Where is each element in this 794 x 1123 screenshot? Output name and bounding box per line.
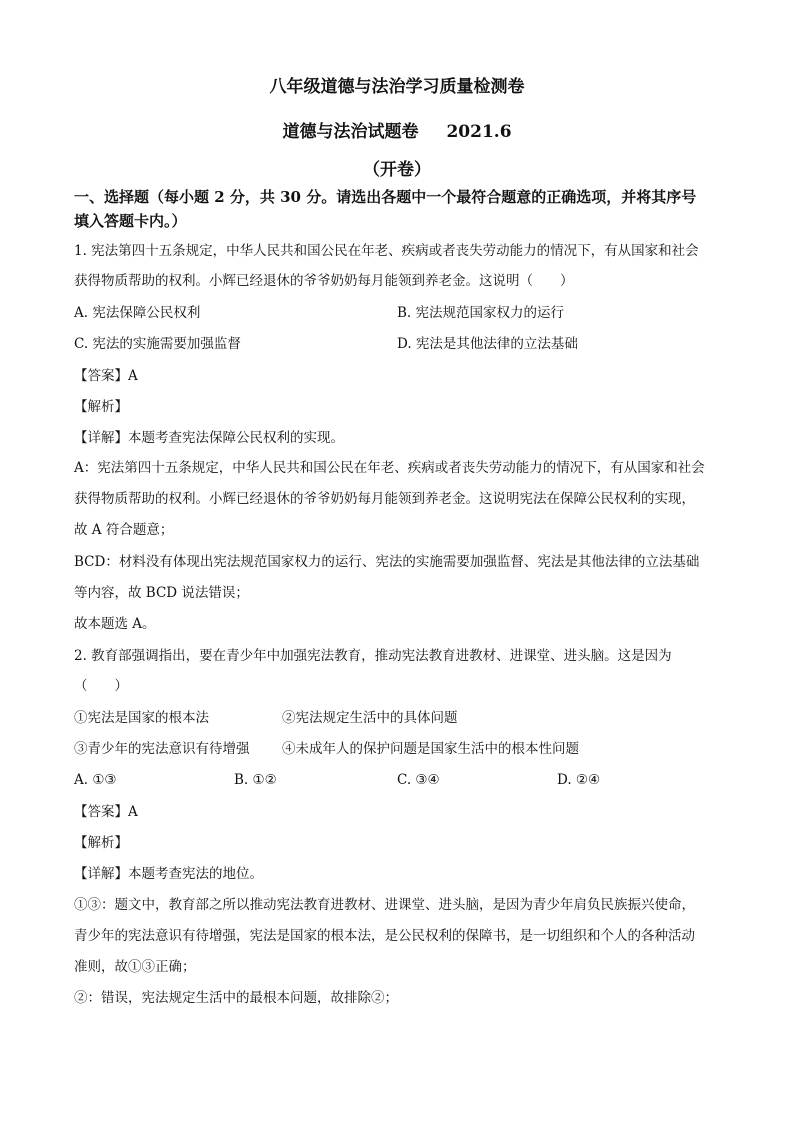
q2-expl-line1: ①③：题文中，教育部之所以推动宪法教育进教材、进课堂、进头脑，是因为青少年肩负民族振兴使命，: [74, 897, 695, 913]
q2-item-1: ①宪法是国家的根本法: [74, 710, 209, 726]
q1-analysis-label: 【解析】: [74, 399, 128, 415]
subtitle-text: 道德与法治试题卷: [282, 122, 419, 142]
q2-option-a: A. ①③: [74, 772, 117, 788]
q1-option-b: B. 宪法规范国家权力的运行: [397, 305, 565, 321]
q2-detail: 【详解】本题考查宪法的地位。: [74, 866, 263, 882]
q1-expl-line2: 获得物质帮助的权利。小辉已经退休的爷爷奶奶每月能领到养老金。这说明宪法在保障公民权利的实现，: [74, 491, 695, 507]
section-heading-line2: 填入答题卡内。）: [74, 212, 187, 230]
exam-subtitle: [0, 117, 794, 142]
exam-year: 2021.6: [446, 122, 512, 142]
q1-detail: 【详解】本题考查宪法保障公民权利的实现。: [74, 430, 344, 446]
q2-option-d: D. ②④: [557, 772, 601, 788]
q1-stem-line1: 1. 宪法第四十五条规定，中华人民共和国公民在年老、疾病或者丧失劳动能力的情况下，有从国家和社会: [74, 243, 699, 259]
q1-expl-line5: 等内容，故 BCD 说法错误；: [74, 585, 249, 601]
q1-expl-line4: BCD：材料没有体现出宪法规范国家权力的运行、宪法的实施需要加强监督、宪法是其他法律的立法基础: [74, 554, 700, 570]
q1-expl-line1: A：宪法第四十五条规定，中华人民共和国公民在年老、疾病或者丧失劳动能力的情况下，有从国家和社会: [74, 460, 705, 476]
q1-conclusion: 故本题选 A。: [74, 616, 156, 632]
q1-option-c: C. 宪法的实施需要加强监督: [74, 336, 241, 352]
q2-item-3: ③青少年的宪法意识有待增强: [74, 741, 250, 757]
q2-expl-line4: ②：错误，宪法规定生活中的最根本问题，故排除②；: [74, 990, 398, 1006]
q2-item-4: ④未成年人的保护问题是国家生活中的根本性问题: [282, 741, 579, 757]
exam-title: 八年级道德与法治学习质量检测卷: [269, 77, 525, 97]
q2-stem-line1: 2. 教育部强调指出，要在青少年中加强宪法教育，推动宪法教育进教材、进课堂、进头脑。这是因为: [74, 648, 672, 664]
q2-option-c: C. ③④: [397, 772, 440, 788]
q2-stem-line2: （ ）: [74, 678, 128, 694]
q2-answer: 【答案】A: [74, 804, 138, 820]
q1-option-d: D. 宪法是其他法律的立法基础: [397, 336, 578, 352]
exam-mode: （开卷）: [363, 160, 431, 180]
q1-answer: 【答案】A: [74, 368, 138, 384]
q2-expl-line2: 青少年的宪法意识有待增强，宪法是国家的根本法，是公民权利的保障书，是一切组织和个人的各种活动: [74, 928, 695, 944]
q2-option-b: B. ①②: [234, 772, 277, 788]
q1-stem-line2: 获得物质帮助的权利。小辉已经退休的爷爷奶奶每月能领到养老金。这说明（ ）: [74, 273, 574, 289]
section-heading-line1: 一、选择题（每小题 2 分，共 30 分。请选出各题中一个最符合题意的正确选项，并将其序号: [74, 188, 697, 206]
q2-analysis-label: 【解析】: [74, 835, 128, 851]
q2-item-2: ②宪法规定生活中的具体问题: [282, 710, 458, 726]
q1-expl-line3: 故 A 符合题意；: [74, 522, 174, 538]
q2-expl-line3: 准则，故①③正确；: [74, 959, 196, 975]
q1-option-a: A. 宪法保障公民权利: [74, 305, 201, 321]
